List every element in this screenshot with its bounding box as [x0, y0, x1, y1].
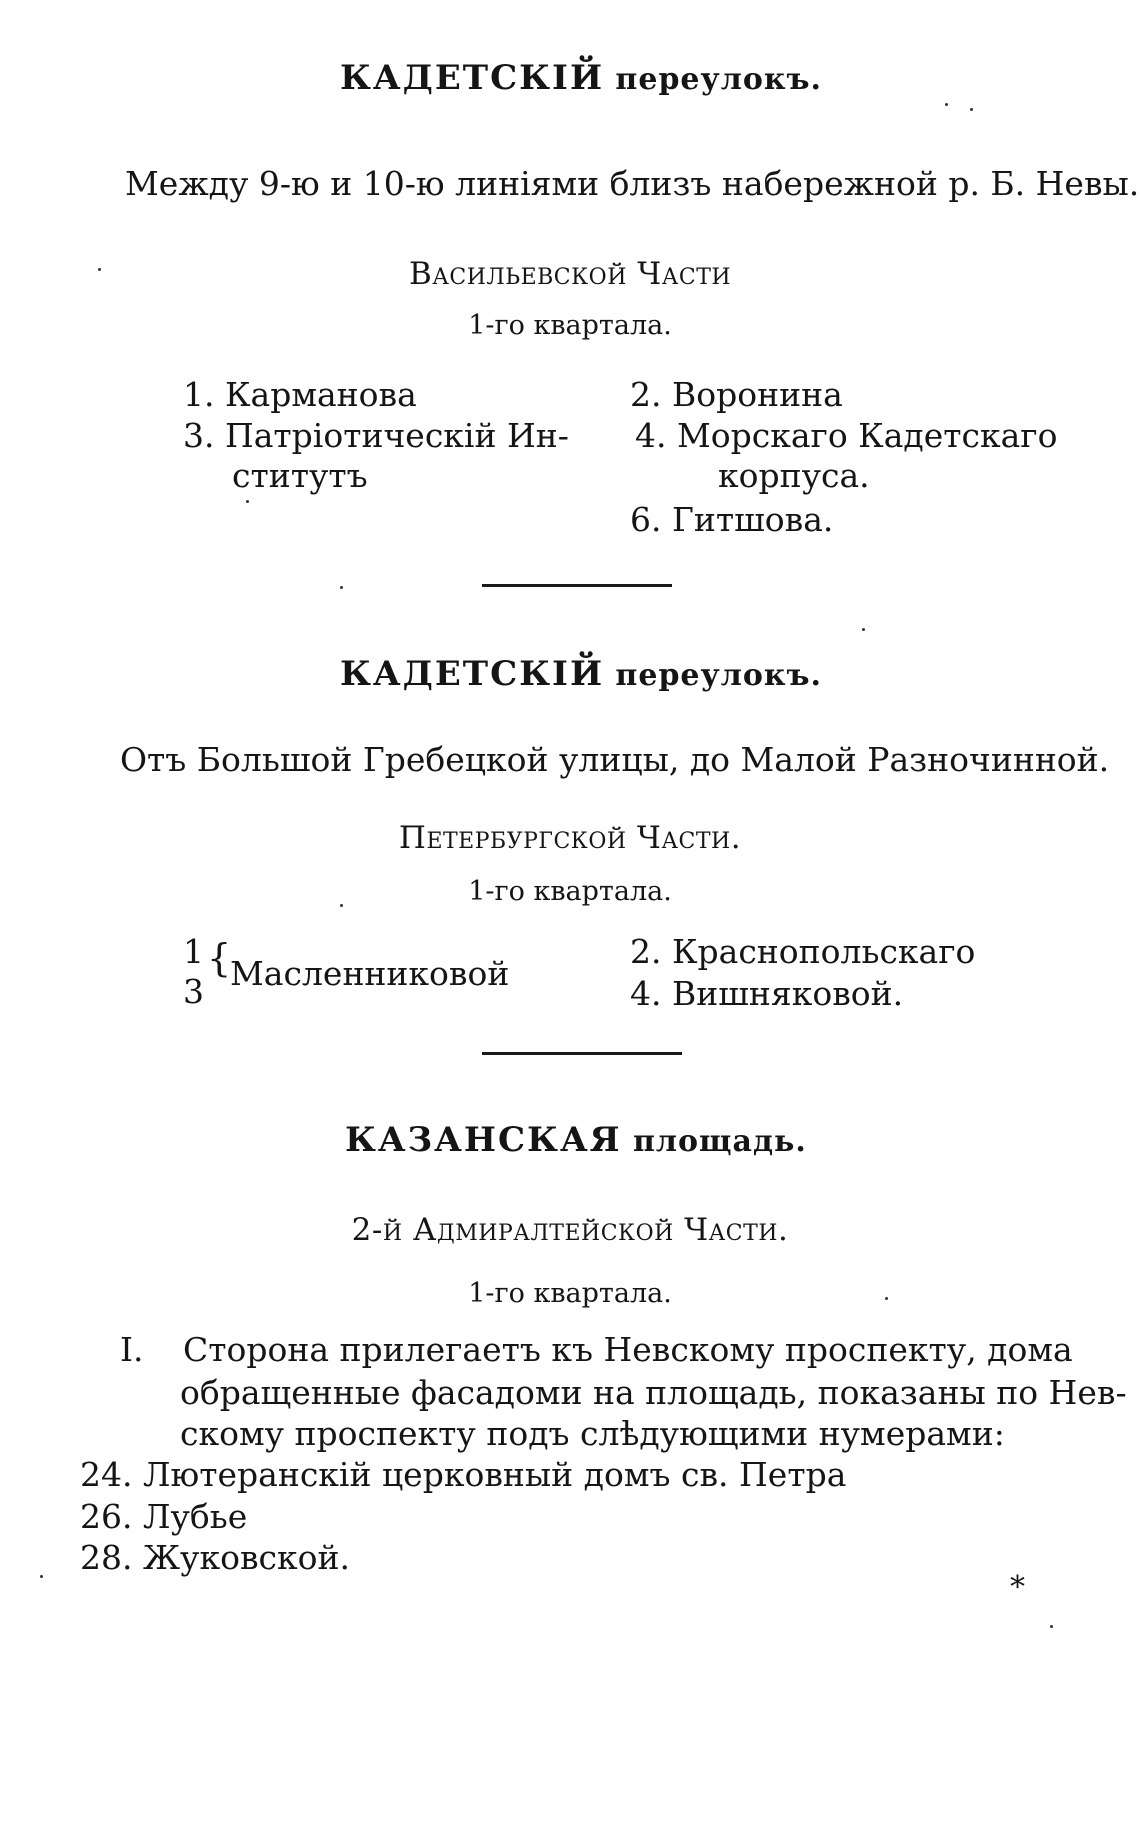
section-2-part: Петербургской Части.: [398, 820, 742, 856]
section-1-entry-4a: 4. Морскаго Кадетскаго: [635, 416, 1058, 455]
section-3-heading-bold: КАЗАНСКАЯ: [345, 1120, 622, 1160]
scan-speck: [98, 268, 101, 271]
section-divider-1: [482, 584, 672, 587]
section-1-location: Между 9-ю и 10-ю линіями близъ набережной р. Б. Невы.: [125, 164, 1140, 203]
scan-speck: [246, 500, 249, 503]
section-3-heading: [345, 1120, 807, 1160]
scan-speck: [340, 904, 343, 907]
section-3-para-line-1: Сторона прилегаетъ къ Невскому проспекту, дома: [183, 1330, 1073, 1369]
section-2-heading-bold: КАДЕТСКІЙ: [340, 654, 605, 694]
section-3-list-item-28: 28. Жуковской.: [80, 1538, 350, 1577]
section-2-entry-1-3: Масленниковой: [230, 954, 510, 993]
scan-speck: [40, 1575, 43, 1578]
scan-speck: [945, 103, 948, 106]
section-divider-2: [482, 1052, 682, 1055]
section-2-entry-4: 4. Вишняковой.: [630, 974, 904, 1013]
section-3-list-item-24: 24. Лютеранскій церковный домъ св. Петра: [80, 1455, 847, 1494]
section-3-para-line-3: скому проспекту подъ слѣдующими нумерами:: [180, 1414, 1005, 1453]
section-3-para-line-2: обращенные фасадоми на площадь, показаны по Нев-: [180, 1373, 1127, 1412]
section-1-part: Васильевской Части: [408, 256, 732, 292]
scan-speck: [970, 108, 973, 111]
section-3-list-item-26: 26. Лубье: [80, 1497, 248, 1536]
section-3-heading-rest: площадь.: [632, 1124, 807, 1159]
section-1-entry-4b: корпуса.: [718, 456, 870, 495]
section-1-entry-3b: ститутъ: [232, 456, 368, 495]
section-2-entry-2: 2. Краснопольскаго: [630, 932, 976, 971]
section-2-num-3: 3: [183, 972, 204, 1011]
section-1-entry-6: 6. Гитшова.: [630, 500, 834, 539]
section-3-part: 2-й Адмиралтейской Части.: [351, 1212, 789, 1248]
section-2-brace: {: [207, 936, 232, 980]
section-1-entry-1: 1. Карманова: [183, 375, 417, 414]
section-2-quarter: 1-го квартала.: [468, 876, 672, 907]
section-3-para-number: I.: [120, 1330, 144, 1369]
section-1-heading: [340, 58, 822, 98]
section-1-entry-2: 2. Воронина: [630, 375, 843, 414]
section-1-heading-bold: КАДЕТСКІЙ: [340, 58, 605, 98]
section-2-heading-rest: переулокъ.: [615, 658, 823, 693]
section-2-heading: [340, 654, 822, 694]
section-3-quarter: 1-го квартала.: [468, 1278, 672, 1309]
section-2-location: Отъ Большой Гребецкой улицы, до Малой Разночинной.: [120, 740, 1110, 779]
scan-speck: [340, 586, 343, 589]
section-1-entry-3a: 3. Патріотическій Ин-: [183, 416, 569, 455]
scan-speck: [1050, 1625, 1053, 1628]
section-2-num-1: 1: [183, 932, 204, 971]
section-1-quarter: 1-го квартала.: [468, 310, 672, 341]
scan-speck: [862, 628, 865, 631]
scan-speck: [885, 1297, 888, 1300]
section-1-heading-rest: переулокъ.: [615, 62, 823, 97]
asterisk-mark: *: [1010, 1570, 1025, 1605]
